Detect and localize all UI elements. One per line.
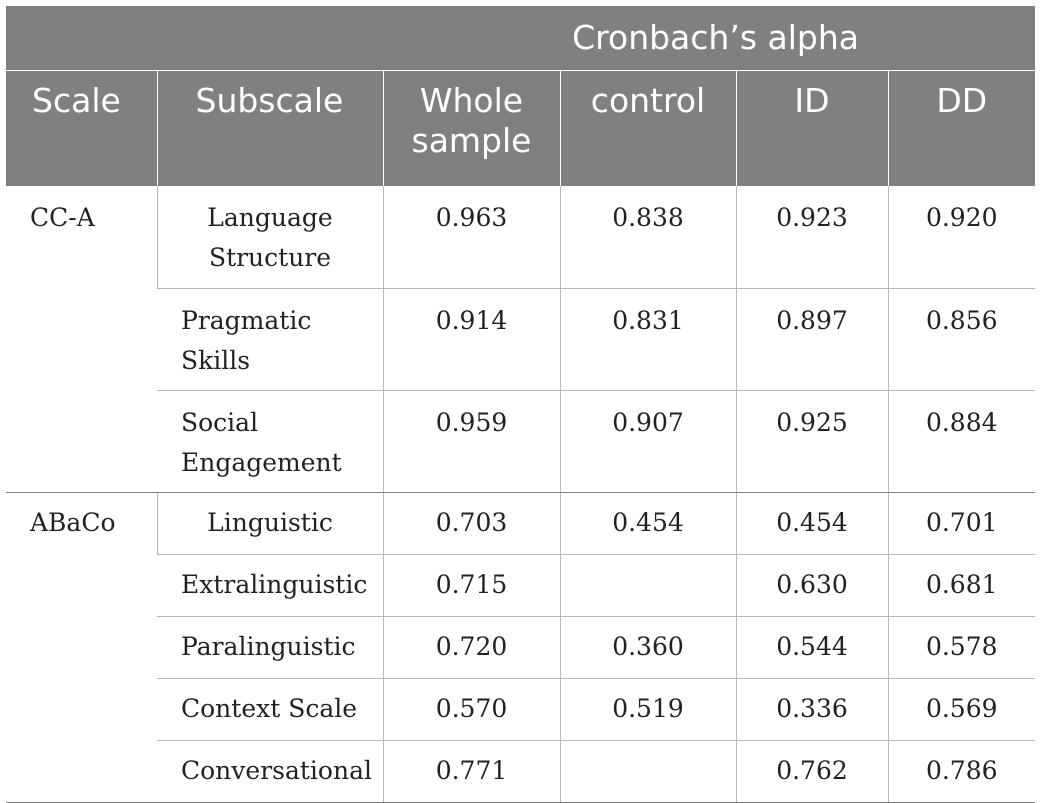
dd-cell: 0.578 (888, 616, 1035, 678)
dd-cell: 0.786 (888, 740, 1035, 802)
col-header-control: control (560, 71, 736, 187)
col-header-dd: DD (888, 71, 1035, 187)
table-row (6, 678, 1035, 740)
subscale-cell: Pragmatic Skills (157, 288, 383, 390)
table-row (6, 740, 1035, 802)
table-row (6, 616, 1035, 678)
table-row (6, 186, 1035, 288)
header-row-columns (6, 71, 1035, 187)
control-cell: 0.838 (560, 186, 736, 288)
dd-cell: 0.701 (888, 492, 1035, 554)
id-cell: 0.897 (736, 288, 888, 390)
whole-sample-cell: 0.720 (383, 616, 560, 678)
whole-sample-cell: 0.570 (383, 678, 560, 740)
id-cell: 0.336 (736, 678, 888, 740)
whole-sample-cell: 0.963 (383, 186, 560, 288)
subscale-cell: Conversational (157, 740, 383, 802)
whole-sample-cell: 0.914 (383, 288, 560, 390)
id-cell: 0.762 (736, 740, 888, 802)
table-row (6, 492, 1035, 554)
dd-cell: 0.681 (888, 554, 1035, 616)
group-title: Cronbach’s alpha (6, 6, 1035, 71)
control-cell: 0.519 (560, 678, 736, 740)
id-cell: 0.544 (736, 616, 888, 678)
table-row (6, 554, 1035, 616)
subscale-cell: Extralinguistic (157, 554, 383, 616)
col-header-subscale: Subscale (157, 71, 383, 187)
subscale-cell: Social Engagement (157, 390, 383, 492)
subscale-cell: Language Structure (157, 186, 383, 288)
dd-cell: 0.920 (888, 186, 1035, 288)
col-header-whole-sample: Whole sample (383, 71, 560, 187)
id-cell: 0.925 (736, 390, 888, 492)
control-cell (560, 554, 736, 616)
col-header-id: ID (736, 71, 888, 187)
subscale-cell: Linguistic (157, 492, 383, 554)
header-row-group (6, 6, 1035, 71)
col-header-scale: Scale (6, 71, 157, 187)
control-cell (560, 740, 736, 802)
id-cell: 0.630 (736, 554, 888, 616)
control-cell: 0.907 (560, 390, 736, 492)
dd-cell: 0.884 (888, 390, 1035, 492)
whole-sample-cell: 0.771 (383, 740, 560, 802)
dd-cell: 0.569 (888, 678, 1035, 740)
dd-cell: 0.856 (888, 288, 1035, 390)
subscale-cell: Paralinguistic (157, 616, 383, 678)
cronbach-alpha-table (6, 6, 1035, 803)
control-cell: 0.454 (560, 492, 736, 554)
whole-sample-cell: 0.959 (383, 390, 560, 492)
id-cell: 0.923 (736, 186, 888, 288)
table-row (6, 288, 1035, 390)
id-cell: 0.454 (736, 492, 888, 554)
control-cell: 0.360 (560, 616, 736, 678)
whole-sample-cell: 0.703 (383, 492, 560, 554)
whole-sample-cell: 0.715 (383, 554, 560, 616)
subscale-cell: Context Scale (157, 678, 383, 740)
scale-cell: ABaCo (6, 492, 157, 802)
table-row (6, 390, 1035, 492)
scale-cell: CC-A (6, 186, 157, 492)
control-cell: 0.831 (560, 288, 736, 390)
